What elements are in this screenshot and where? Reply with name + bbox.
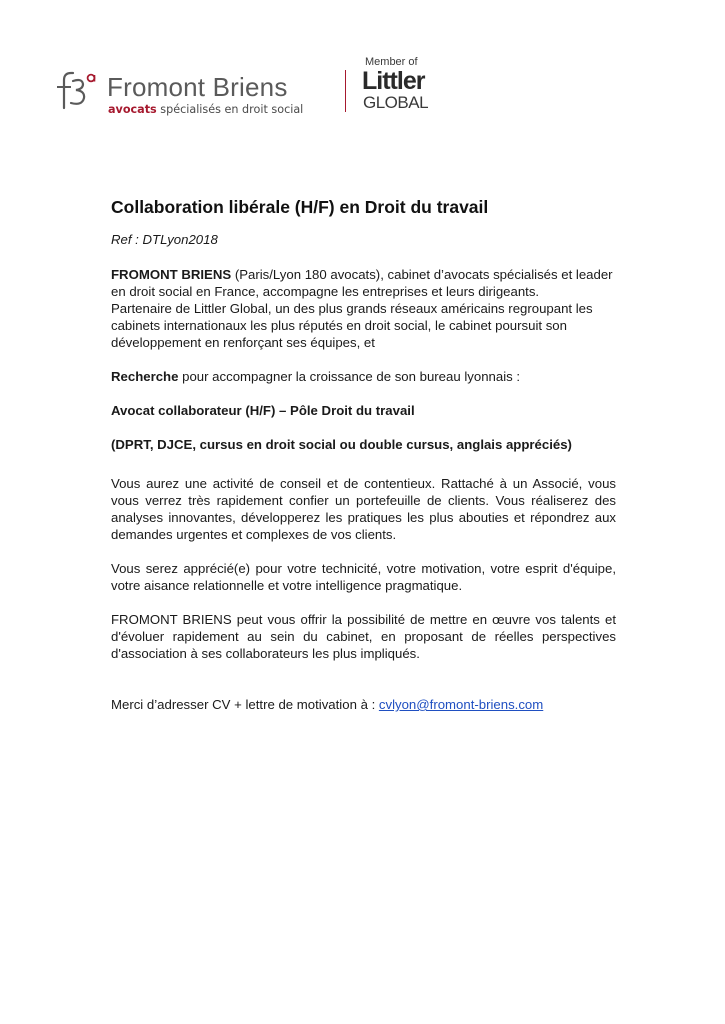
document-title: Collaboration libérale (H/F) en Droit du travail (111, 197, 489, 217)
letterhead (52, 52, 452, 122)
tagline-accent: avocats (108, 103, 157, 116)
search-rest: pour accompagner la croissance de son bureau lyonnais : (178, 369, 521, 384)
spacer (111, 662, 616, 696)
requirements: (DPRT, DJCE, cursus en droit social ou double cursus, anglais appréciés) (111, 437, 572, 452)
position-title: Avocat collaborateur (H/F) – Pôle Droit du travail (111, 403, 415, 418)
brand-name: Fromont Briens (107, 72, 288, 102)
paragraph-activity: Vous aurez une activité de conseil et de contentieux. Rattaché à un Associé, vous vous verrez très rapidement confier un portefeuille de clients. Vous réaliserez des analyses innovantes, développerez les pratiques les plus abouties et répondrez aux demandes urgentes et complexes de vos clients. (111, 476, 616, 542)
contact-email-link[interactable]: cvlyon@fromont-briens.com (378, 697, 544, 712)
search-line (111, 368, 616, 385)
contact-line (111, 696, 616, 713)
search-bold: Recherche (111, 369, 179, 384)
littler-global-text: GLOBAL (363, 93, 429, 112)
littler-global-logo (362, 56, 452, 118)
contact-text: Merci d’adresser CV + lettre de motivation à : (111, 697, 379, 712)
littler-member-text: Member of (365, 56, 418, 68)
job-posting (111, 196, 616, 713)
intro-line-1: (Paris/Lyon 180 avocats), cabinet d’avocats spécialisés et leader en droit social en France, accompagne les entreprises et leurs dirigeants. (111, 267, 613, 299)
logo-divider (345, 70, 346, 112)
brand-tagline (108, 103, 303, 116)
paragraph-qualities: Vous serez apprécié(e) pour votre technicité, votre motivation, votre esprit d'équipe, votre aisance relationnelle et votre intelligence pragmatique. (111, 561, 616, 593)
reference: Ref : DTLyon2018 (111, 232, 218, 247)
firm-name: FROMONT BRIENS (111, 267, 232, 282)
tagline-rest: spécialisés en droit social (156, 103, 304, 116)
intro-paragraph (111, 266, 616, 351)
paragraph-offer: FROMONT BRIENS peut vous offrir la possibilité de mettre en œuvre vos talents et d'évoluer rapidement au sein du cabinet, en proposant de réelles perspectives d'association à ses collaborateurs les plus impliqués. (111, 612, 616, 661)
littler-name: Littler (362, 67, 425, 95)
fb-monogram-logo (52, 70, 98, 110)
intro-line-2: Partenaire de Littler Global, un des plus grands réseaux américains regroupant les cabinets internationaux les plus réputés en droit social, le cabinet poursuit son développement en renforçant ses équipes, et (111, 301, 593, 350)
